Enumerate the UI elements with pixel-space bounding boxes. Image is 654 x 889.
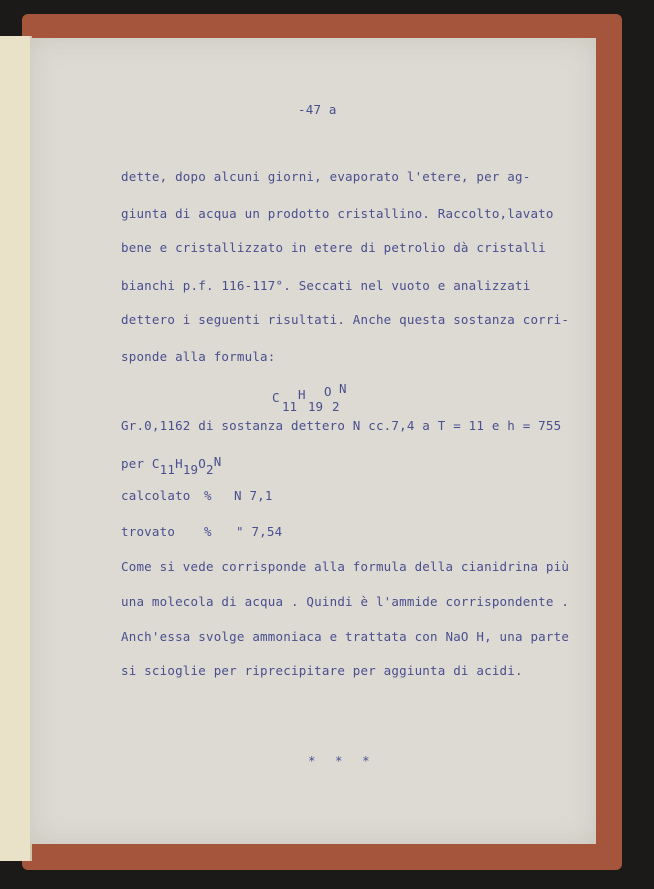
measurement-line: Gr.0,1162 di sostanza dettero N cc.7,4 a T = 11 e h = 755 xyxy=(121,418,562,433)
text-line: dette, dopo alcuni giorni, evaporato l'etere, per ag- xyxy=(121,169,531,184)
per-formula-line xyxy=(121,454,222,477)
chemical-formula xyxy=(272,381,392,417)
paragraph-line: Anch'essa svolge ammoniaca e trattata con NaO H, una parte xyxy=(121,629,570,644)
text-line: bene e cristallizzato in etere di petrolio dà cristalli xyxy=(121,240,546,255)
result-label: trovato xyxy=(121,524,176,539)
end-mark: * * * xyxy=(308,753,376,768)
typed-sheet xyxy=(30,38,596,844)
text-line: dettero i seguenti risultati. Anche questa sostanza corri- xyxy=(121,312,570,327)
text-line: bianchi p.f. 116-117°. Seccati nel vuoto e analizzati xyxy=(121,278,531,293)
per-o-sub: 2 xyxy=(206,462,214,477)
paragraph-line: Come si vede corrisponde alla formula della cianidrina più xyxy=(121,559,570,574)
formula-o: O xyxy=(324,384,332,399)
per-c-sub: 11 xyxy=(159,462,176,477)
paragraph-line: si scioglie per riprecipitare per aggiunta di acidi. xyxy=(121,663,523,678)
result-unit: % xyxy=(204,488,212,503)
result-label: calcolato xyxy=(121,488,191,503)
adjacent-page-edge xyxy=(0,36,32,861)
formula-o-sub: 2 xyxy=(332,399,340,414)
text-line: giunta di acqua un prodotto cristallino. Raccolto,lavato xyxy=(121,206,554,221)
result-value: " 7,54 xyxy=(236,524,283,539)
per-h: H xyxy=(175,456,183,471)
formula-n: N xyxy=(339,381,347,396)
formula-c-sub: 11 xyxy=(282,399,298,414)
text-line: sponde alla formula: xyxy=(121,349,276,364)
formula-h-sub: 19 xyxy=(308,399,324,414)
page-number: -47 a xyxy=(298,102,337,117)
result-value: N 7,1 xyxy=(234,488,273,503)
per-prefix: per C xyxy=(121,456,160,471)
formula-h: H xyxy=(298,387,306,402)
formula-c: C xyxy=(272,390,280,405)
per-o: O xyxy=(198,456,207,471)
paragraph-line: una molecola di acqua . Quindi è l'ammide corrispondente . xyxy=(121,594,570,609)
result-unit: % xyxy=(204,524,212,539)
per-h-sub: 19 xyxy=(182,462,199,477)
per-n: N xyxy=(213,454,222,469)
